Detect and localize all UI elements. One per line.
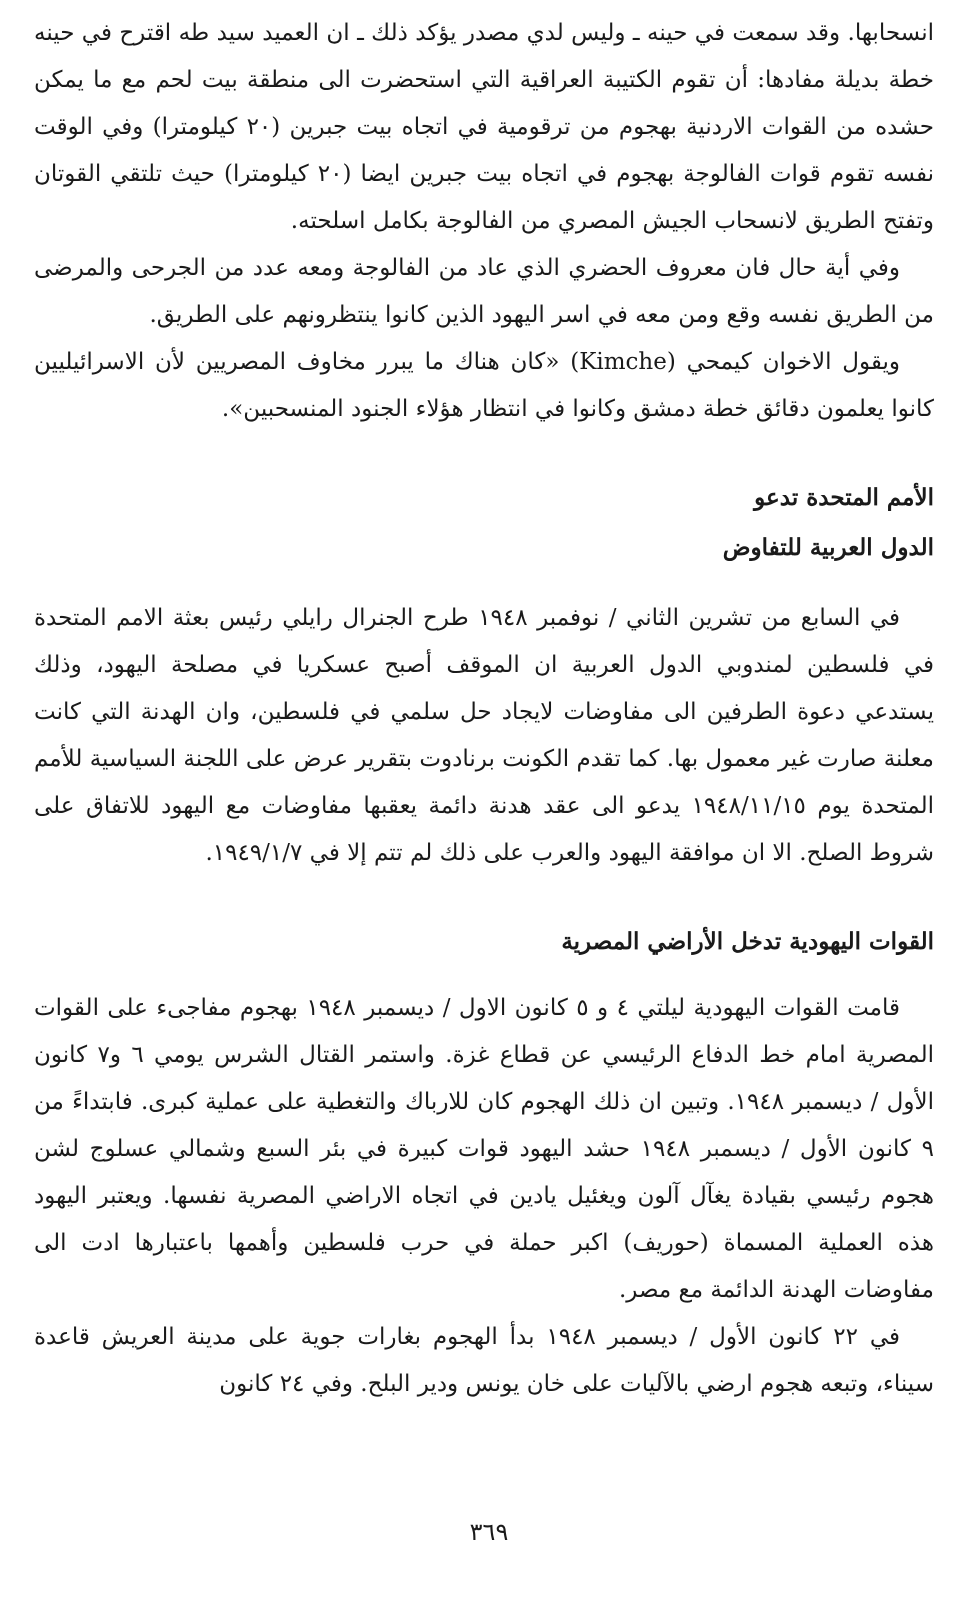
section-spacer: [34, 433, 934, 473]
paragraph-el-arish-raid: في ٢٢ كانون الأول / ديسمبر ١٩٤٨ بدأ الهجوم بغارات جوية على مدينة العريش قاعدة سيناء، وتبعه هجوم ارضي بالآليات على خان يونس ودير البلح. وفي ٢٤ كانون: [34, 1324, 934, 1397]
section-heading-egypt: القوات اليهودية تدخل الأراضي المصرية: [561, 928, 934, 955]
section-spacer: [34, 877, 934, 917]
section-heading-un-line2: الدول العربية للتفاوض: [722, 534, 934, 561]
section-heading-un-line1: الأمم المتحدة تدعو: [754, 484, 934, 511]
section-spacer: [34, 967, 934, 985]
paragraph-riley-negotiations: في السابع من تشرين الثاني / نوفمبر ١٩٤٨ طرح الجنرال رايلي رئيس بعثة الامم المتحدة في فلسطين لمندوبي الدول العربية ان الموقف أصبح عسكريا في مصلحة اليهود، وذلك يستدعي دعوة الطرفين الى مفاوضات لايجاد حل سلمي في فلسطين، وان الهدنة التي كانت معلنة صارت غير معمول بها. كما تقدم الكونت برنادوت بتقرير عرض على اللجنة السياسية للأمم المتحدة يوم ١٩٤٨/١١/١٥ يدعو الى عقد هدنة دائمة يعقبها مفاوضات مع اليهود للاتفاق على شروط الصلح. الا ان موافقة اليهود والعرب على ذلك لم تتم إلا في ١٩٤٩/١/٧.: [34, 605, 934, 866]
paragraph-hadari-capture: وفي أية حال فان معروف الحضري الذي عاد من الفالوجة ومعه عدد من الجرحى والمرضى من الطريق نفسه وقع ومن معه في اسر اليهود الذين كانوا ينتظرونهم على الطريق.: [34, 255, 934, 328]
paragraph-withdrawal-plan: انسحابها. وقد سمعت في حينه ـ وليس لدي مصدر يؤكد ذلك ـ ان العميد سيد طه اقترح في حينه خطة بديلة مفادها: أن تقوم الكتيبة العراقية التي استحضرت الى منطقة بيت لحم مع ما يمكن حشده من القوات الاردنية بهجوم من ترقومية في اتجاه بيت جبرين (٢٠ كيلومترا) وفي الوقت نفسه تقوم قوات الفالوجة بهجوم في اتجاه بيت جبرين ايضا (٢٠ كيلومترا) حيث تلتقي القوتان وتفتح الطريق لانسحاب الجيش المصري من الفالوجة بكامل اسلحته.: [34, 20, 934, 234]
section-spacer: [34, 573, 934, 595]
paragraph-december-attack: قامت القوات اليهودية ليلتي ٤ و ٥ كانون الاول / ديسمبر ١٩٤٨ بهجوم مفاجىء على القوات المصرية امام خط الدفاع الرئيسي عن قطاع غزة. واستمر القتال الشرس يومي ٦ و٧ كانون الأول / ديسمبر ١٩٤٨. وتبين ان ذلك الهجوم كان للارباك والتغطية على عملية كبرى. فابتداءً من ٩ كانون الأول / ديسمبر ١٩٤٨ حشد اليهود قوات كبيرة في بئر السبع وشمالي عسلوج لشن هجوم رئيسي بقيادة يغآل آلون ويغئيل يادين في اتجاه الاراضي المصرية نفسها. ويعتبر اليهود هذه العملية المسماة (حوريف) اكبر حملة في حرب فلسطين وأهمها باعتبارها ادت الى مفاوضات الهدنة الدائمة مع مصر.: [34, 995, 934, 1303]
paragraph-kimche-quote: ويقول الاخوان كيمحي (Kimche) «كان هناك ما يبرر مخاوف المصريين لأن الاسرائيليين كانوا يعلمون دقائق خطة دمشق وكانوا في انتظار هؤلاء الجنود المنسحبين».: [34, 349, 934, 422]
page-number: ٣٦٩: [469, 1518, 509, 1546]
